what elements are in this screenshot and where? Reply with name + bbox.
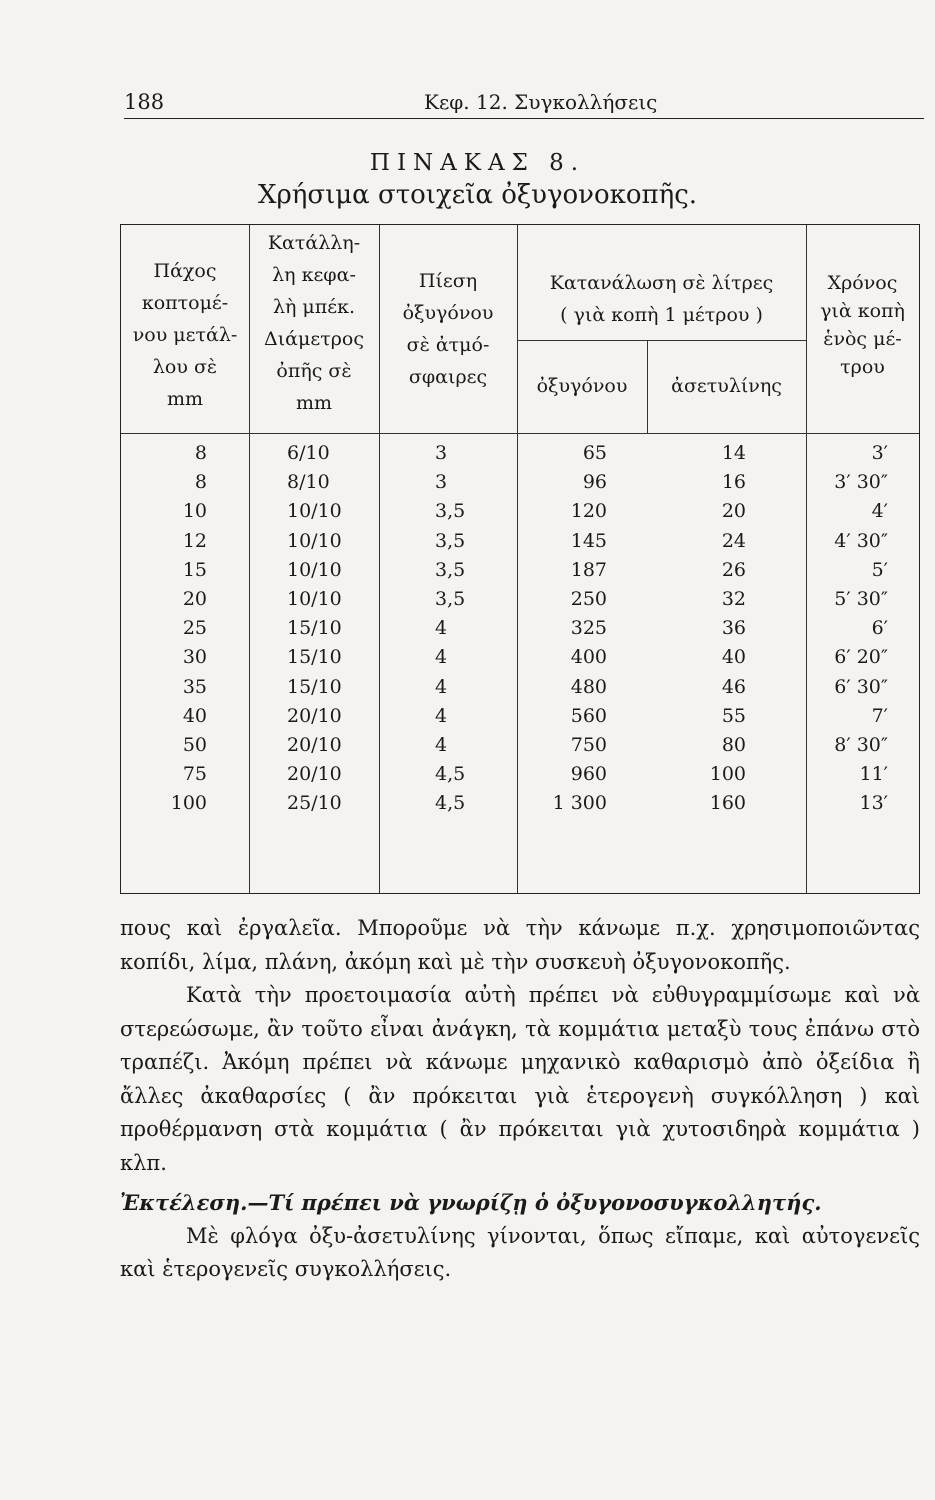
table-cell: 325 [570, 617, 607, 640]
header-thickness [121, 255, 249, 415]
table-cell: 560 [570, 704, 607, 727]
table-cell: 3 [435, 471, 448, 494]
table-cell: 32 [721, 587, 746, 610]
header-line: ἑνὸς μέ- [823, 328, 902, 350]
table-cell: 10/10 [287, 558, 342, 581]
table-cell: 16 [721, 471, 746, 494]
column-acetylene [661, 439, 746, 818]
table-cell: 8/10 [287, 471, 330, 494]
header-line: σὲ ἀτμό- [406, 334, 490, 356]
table-cell: 4′ [871, 500, 888, 523]
header-line: ( γιὰ κοπὴ 1 μέτρου ) [560, 304, 763, 326]
page-header [124, 86, 924, 119]
table-cell: 4′ 30″ [834, 529, 888, 552]
table-cell: 3′ 30″ [834, 471, 888, 494]
table-cell: 4 [435, 675, 448, 698]
table-cell: 10 [182, 500, 207, 523]
table-cell: 160 [709, 792, 746, 815]
body-text [120, 912, 920, 1287]
table-cell: 50 [182, 733, 207, 756]
table-cell: 960 [570, 763, 607, 786]
header-line: νου μετάλ- [132, 324, 238, 346]
table-caption: Χρήσιμα στοιχεῖα ὀξυγονοκοπῆς. [257, 180, 698, 210]
table-cell: 145 [570, 529, 607, 552]
table-cell: 6′ 30″ [834, 675, 888, 698]
table-cell: 6/10 [287, 442, 330, 464]
table-cell: 20 [721, 500, 746, 523]
table-cell: 3,5 [435, 500, 466, 523]
header-line: Χρόνος [827, 272, 898, 294]
table-cell: 36 [721, 617, 746, 640]
table-cell: 3 [435, 442, 448, 464]
header-line: mm [295, 392, 333, 414]
header-acetylene: ἀσετυλίνης [671, 375, 782, 397]
paragraph: Μὲ φλόγα ὀξυ-ἀσετυλίνης γίνονται, ὅπως εἴπαμε, καὶ αὐτογενεῖς καὶ ἑτερογενεῖς συγκολλήσεις. [120, 1223, 920, 1281]
table-cell: 55 [721, 704, 746, 727]
table-cell: 187 [570, 558, 607, 581]
table-cell: 3′ [871, 442, 888, 464]
header-line: ὀξυγόνου [402, 302, 494, 324]
table-cell: 20/10 [287, 704, 342, 727]
table-cell: 14 [721, 442, 746, 464]
header-consumption [517, 267, 806, 331]
header-line: mm [166, 388, 204, 410]
table-cell: 15/10 [287, 675, 342, 698]
header-line: λου σὲ [152, 356, 218, 378]
table-cell: 100 [170, 792, 207, 815]
header-line: κοπτομέ- [141, 292, 229, 314]
header-oxygen: ὀξυγόνου [536, 375, 628, 397]
table-cell: 15 [182, 558, 207, 581]
paragraph: Κατὰ τὴν προετοιμασία αὐτὴ πρέπει νὰ εὐθυγραμμίσωμε καὶ νὰ στερεώσωμε, ἂν τοῦτο εἶναι ἀνάγκη, τὰ κομμάτια μεταξὺ τους ἐπάνω στὸ τραπέζι. Ἀκόμη πρέπει νὰ κάνωμε μηχανικὸ καθαρισμὸ ἀπὸ ὀξείδια ἢ ἄλλες ἀκαθαρσίες ( ἂν πρόκειται γιὰ ἑτερογενὴ συγκόλληση ) καὶ προθέρμανση στὰ κομμάτια ( ἂν πρόκειται γιὰ χυτοσιδηρὰ κομμάτια ) κλπ. [120, 983, 920, 1175]
running-title: Κεφ. 12. Συγκολλήσεις [424, 90, 658, 114]
table-cell: 4 [435, 617, 448, 640]
header-line: Κατάλλη- [267, 232, 361, 254]
column-thickness [147, 439, 207, 818]
table-cell: 65 [582, 442, 607, 464]
page-number: 188 [124, 90, 165, 114]
paragraph: πους καὶ ἐργαλεῖα. Μποροῦμε νὰ τὴν κάνωμε π.χ. χρησιμοποιῶντας κοπίδι, λίμα, πλάνη, ἀκόμη καὶ μὲ τὴν συσκευὴ ὀξυγονοκοπῆς. [120, 916, 920, 974]
table-cell: 80 [721, 733, 746, 756]
table-cell: 20 [182, 587, 207, 610]
section-heading: Ἐκτέλεση.—Τί πρέπει νὰ γνωρίζῃ ὁ ὀξυγονοσυγκολλητής. [120, 1190, 822, 1215]
table-cell: 3,5 [435, 558, 466, 581]
table-cell: 10/10 [287, 500, 342, 523]
table-cell: 25/10 [287, 792, 342, 815]
header-nozzle [249, 227, 379, 419]
table-cell: 26 [721, 558, 746, 581]
header-rule [121, 433, 919, 434]
header-line: Κατανάλωση σὲ λίτρες [549, 272, 774, 294]
table-cell: 13′ [859, 792, 888, 815]
table-cell: 40 [721, 646, 746, 669]
table-cell: 10/10 [287, 587, 342, 610]
header-line: λη κεφα- [272, 264, 356, 286]
table-cell: 40 [182, 704, 207, 727]
table-cell: 6′ 20″ [834, 646, 888, 669]
table-cell: 120 [570, 500, 607, 523]
table-cell: 480 [570, 675, 607, 698]
column-oxygen [517, 439, 607, 818]
table-cell: 96 [582, 471, 607, 494]
table-cell: 24 [721, 529, 746, 552]
table-cell: 25 [182, 617, 207, 640]
subheader-rule [517, 340, 806, 341]
table-cell: 12 [182, 529, 207, 552]
header-time [806, 269, 919, 381]
table-cell: 7′ [871, 704, 888, 727]
column-pressure [435, 439, 495, 818]
table-cell: 8′ 30″ [834, 733, 888, 756]
table-cell: 750 [570, 733, 607, 756]
table-cell: 46 [721, 675, 746, 698]
table-cell: 4,5 [435, 792, 466, 815]
table-cell: 6′ [871, 617, 888, 640]
table-cell: 4 [435, 646, 448, 669]
header-line: Πίεση [418, 270, 478, 292]
header-pressure [379, 265, 517, 393]
table-cell: 15/10 [287, 617, 342, 640]
column-time [806, 439, 888, 818]
table-cell: 15/10 [287, 646, 342, 669]
table-cell: 1 300 [552, 792, 607, 815]
table-cell: 30 [182, 646, 207, 669]
table-label: ΠΙΝΑΚΑΣ 8. [369, 150, 586, 176]
table-cell: 35 [182, 675, 207, 698]
header-line: Διάμετρος [264, 328, 364, 350]
header-line: λὴ μπέκ. [272, 296, 356, 318]
table-cell: 400 [570, 646, 607, 669]
header-line: γιὰ κοπὴ [820, 300, 905, 322]
table-cell: 11′ [859, 763, 888, 786]
header-line: τρου [840, 356, 885, 378]
table-cell: 5′ 30″ [834, 587, 888, 610]
table-cell: 250 [570, 587, 607, 610]
table-cell: 10/10 [287, 529, 342, 552]
header-line: ὀπῆς σὲ [276, 360, 352, 382]
table-cell: 100 [709, 763, 746, 786]
table-cell: 4 [435, 704, 448, 727]
table-cell: 5′ [871, 558, 888, 581]
cutting-data-table [120, 224, 920, 894]
table-cell: 3,5 [435, 587, 466, 610]
table-cell: 3,5 [435, 529, 466, 552]
header-line: Πάχος [153, 260, 217, 282]
table-cell: 8 [194, 471, 207, 494]
table-cell: 4 [435, 733, 448, 756]
table-cell: 75 [182, 763, 207, 786]
table-cell: 20/10 [287, 733, 342, 756]
header-line: σφαιρες [408, 366, 488, 388]
column-nozzle [287, 439, 367, 818]
table-cell: 8 [194, 442, 207, 464]
table-cell: 4,5 [435, 763, 466, 786]
table-cell: 20/10 [287, 763, 342, 786]
